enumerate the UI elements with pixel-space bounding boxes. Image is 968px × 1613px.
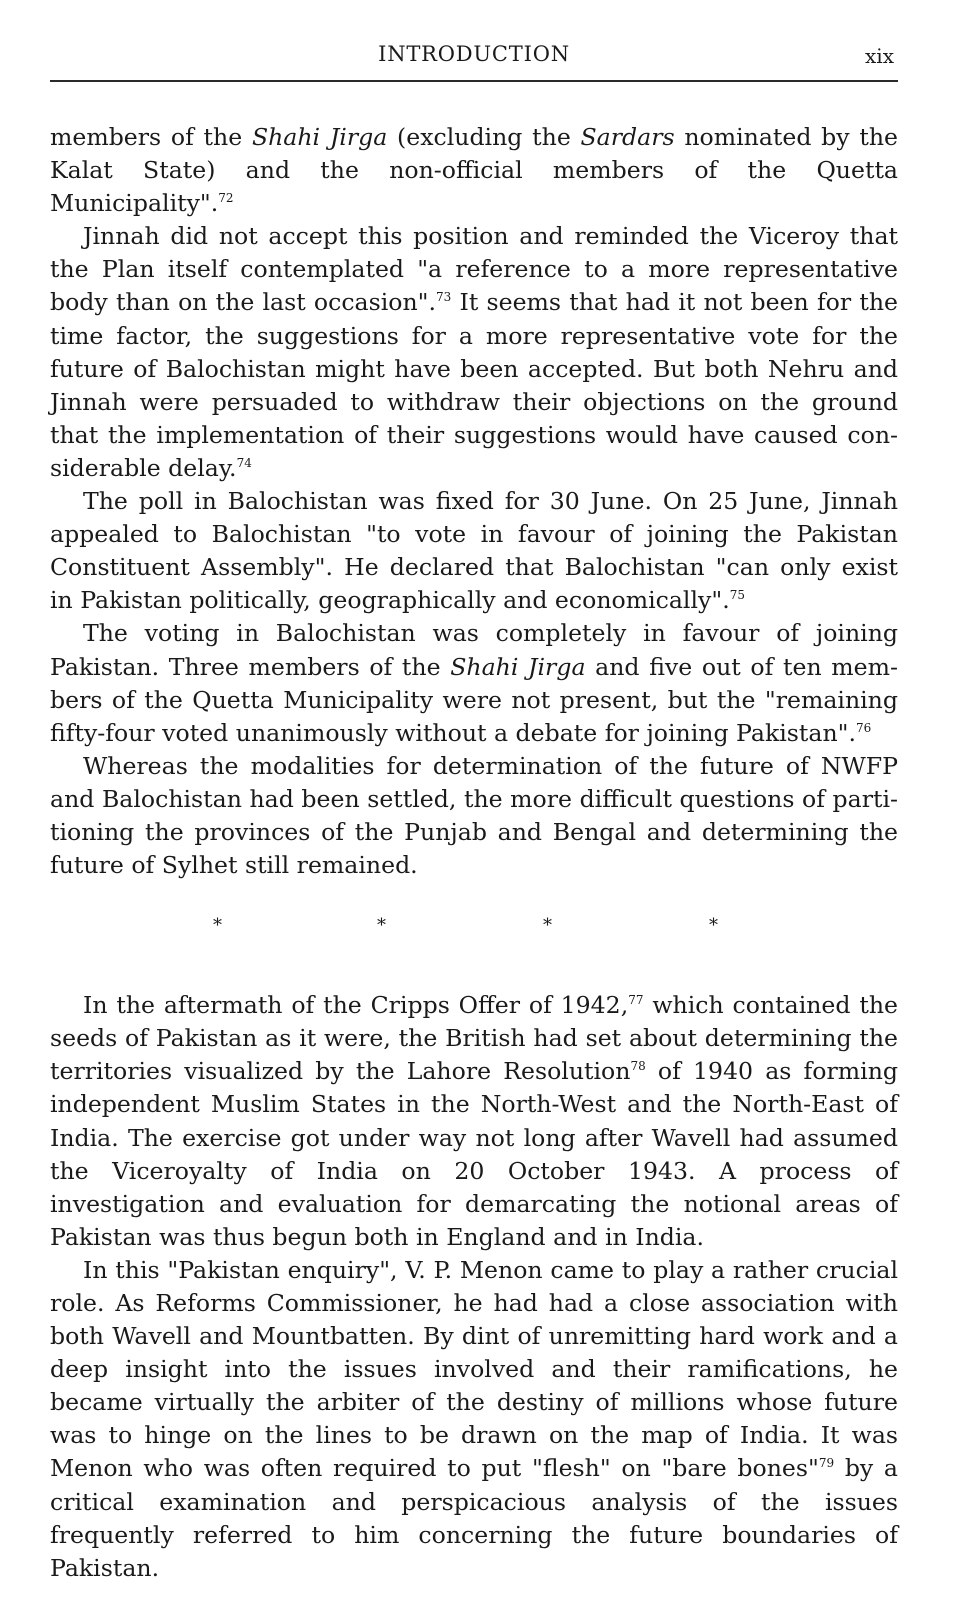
footnote-ref: 78 xyxy=(630,1059,646,1074)
section-break-star: * xyxy=(543,915,552,937)
page-number: xix xyxy=(865,44,894,68)
text-run: (excluding the xyxy=(387,123,581,151)
paragraph xyxy=(50,617,898,749)
text-run: It seems that had it not been for the time factor, the suggestions for a more representative vote for the future of Balochistan might have been accepted. But both Nehru and Jinnah were persuaded to withdraw their objections on the ground that the implementation of their suggestions would have caused con-siderable delay. xyxy=(50,288,899,482)
text-run: nominated by the Kalat State) and the non-official members of the Quetta Municipality". xyxy=(50,123,898,218)
paragraph xyxy=(50,750,898,882)
text-run: members of the xyxy=(50,123,252,151)
paragraphs-before-break xyxy=(50,121,898,882)
section-break-star: * xyxy=(213,915,222,937)
paragraph xyxy=(50,1254,898,1585)
text-run: and five out of ten mem-bers of the Quetta Municipality were not present, but the "remaining fifty-four voted unanimously without a debate for joining Pakistan". xyxy=(50,652,898,747)
italic-term: Shahi Jirga xyxy=(251,123,388,151)
section-break xyxy=(50,882,898,983)
footnote-ref: 73 xyxy=(436,290,452,305)
footnote-ref: 74 xyxy=(236,455,252,470)
footnote-ref: 76 xyxy=(856,720,872,735)
text-run: of 1940 as forming independent Muslim States in the North-West and the North-East of India. The exercise got under way not long after Wavell had assumed the Viceroyalty of India on 20 October 1943. A process of investigation and evaluation for demarcating the notional areas of Pakistan was thus begun both in England and in India. xyxy=(50,1057,898,1251)
body-text xyxy=(50,121,898,1585)
italic-term: Sardars xyxy=(580,123,675,151)
text-run: by a critical examination and perspicacious analysis of the issues frequently referred to him concerning the future boundaries of Pakistan. xyxy=(50,1454,899,1582)
footnote-ref: 72 xyxy=(218,191,234,206)
text-run: The voting in Balochistan was completely in favour of joining Pakistan. Three members of the xyxy=(50,619,898,681)
section-break-star: * xyxy=(709,915,718,937)
paragraph xyxy=(50,220,898,485)
footnote-ref: 79 xyxy=(818,1456,835,1471)
running-head: INTRODUCTION xyxy=(378,42,570,66)
italic-term: Shahi Jirga xyxy=(450,652,586,681)
paragraphs-after-break xyxy=(50,989,898,1585)
text-run: The poll in Balochistan was fixed for 30 June. On 25 June, Jinnah appealed to Balochistan "to vote in favour of joining the Pakistan Constituent Assembly". He declared that Balochistan "can only exist in Pakistan politically, geographically and economically". xyxy=(50,487,898,615)
text-run: In this "Pakistan enquiry", V. P. Menon came to play a rather crucial role. As Reforms Commissioner, he had had a close association with both Wavell and Mountbatten. By dint of unremitting hard work and a deep insight into the issues involved and their ramifications, he became virtually the arbiter of the destiny of millions whose future was to hinge on the lines to be drawn on the map of India. It was Menon who was often required to put "flesh" on "bare bones" xyxy=(50,1255,898,1483)
text-run: Whereas the modalities for determination of the future of NWFP and Balochistan had been settled, the more difficult questions of parti-tioning the provinces of the Punjab and Bengal and determining the future of Sylhet still remained. xyxy=(50,751,898,880)
footnote-ref: 77 xyxy=(628,993,644,1008)
text-run: Jinnah did not accept this position and reminded the Viceroy that the Plan itself contemplated "a reference to a more representative body than on the last occasion". xyxy=(50,222,898,317)
paragraph xyxy=(50,989,898,1254)
section-break-star: * xyxy=(377,915,386,937)
page-header xyxy=(50,40,898,82)
paragraph xyxy=(50,485,898,617)
footnote-ref: 75 xyxy=(729,588,745,603)
text-run: In the aftermath of the Cripps Offer of 1942, xyxy=(83,991,629,1020)
text-run: which contained the seeds of Pakistan as it were, the British had set about determining the territories visualized by the Lahore Resolution xyxy=(50,991,898,1086)
paragraph xyxy=(50,121,898,220)
